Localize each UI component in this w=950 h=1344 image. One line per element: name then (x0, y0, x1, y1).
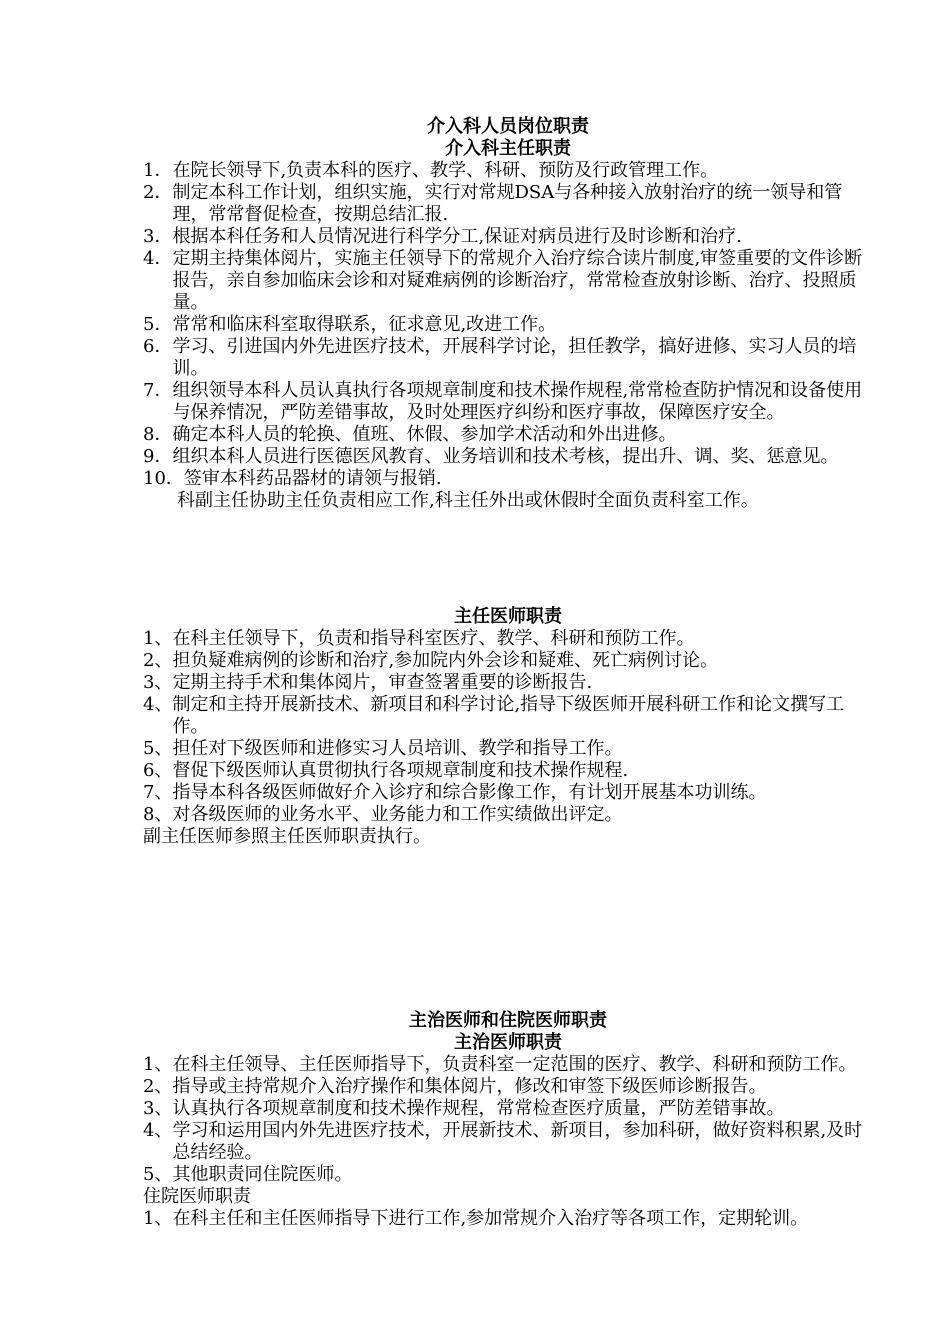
item-number: 4、 (143, 694, 173, 715)
item-number: 8． (143, 424, 173, 445)
item-number: 6． (143, 336, 173, 357)
list-item (143, 336, 873, 380)
list-item (143, 1054, 873, 1076)
list-item (143, 650, 873, 672)
list-item (143, 672, 873, 694)
item-text: 其他职责同住院医师。 (172, 1164, 353, 1185)
item-number: 1． (143, 160, 173, 181)
duty-list (143, 1054, 873, 1186)
list-item (143, 248, 873, 314)
item-number: 7、 (143, 782, 173, 803)
item-number: 10． (143, 468, 184, 489)
item-number: 3． (143, 226, 173, 247)
subsection-heading: 住院医师职责 (143, 1186, 251, 1207)
item-text: 担负疑难病例的诊断和治疗,参加院内外会诊和疑难、死亡病例讨论。 (172, 650, 719, 671)
list-item (143, 182, 873, 226)
list-item (143, 1164, 873, 1186)
list-item (143, 314, 873, 336)
section-heading: 主治医师职责 (454, 1032, 562, 1053)
item-text: 组织领导本科人员认真执行各项规章制度和技术操作规程,常常检查防护情况和设备使用与保养情况，严防差错事故，及时处理医疗纠纷和医疗事故，保障医疗安全。 (172, 380, 863, 423)
item-number: 5、 (143, 738, 173, 759)
item-number: 2． (143, 182, 173, 203)
list-item (143, 446, 873, 468)
item-number: 1、 (143, 628, 173, 649)
duty-list (143, 1208, 873, 1230)
list-item (143, 782, 873, 804)
item-number: 2、 (143, 650, 173, 671)
item-text: 在科主任领导下，负责和指导科室医疗、教学、科研和预防工作。 (172, 628, 695, 649)
item-number: 6、 (143, 760, 173, 781)
list-item (143, 1208, 873, 1230)
item-text: 定期主持集体阅片，实施主任领导下的常规介入治疗综合读片制度,审签重要的文件诊断报告，亲自参加临床会诊和对疑难病例的诊断治疗，常常检查放射诊断、治疗、投照质量。 (172, 248, 863, 313)
list-item (143, 160, 873, 182)
list-item (143, 628, 873, 650)
list-item (143, 804, 873, 826)
list-item (143, 1120, 873, 1164)
item-number: 7． (143, 380, 173, 401)
item-text: 在院长领导下,负责本科的医疗、教学、科研、预防及行政管理工作。 (172, 160, 719, 181)
item-number: 5、 (143, 1164, 173, 1185)
list-item (143, 468, 873, 490)
item-number: 4、 (143, 1120, 173, 1141)
list-item (143, 424, 873, 446)
section-heading: 介入科主任职责 (445, 138, 571, 159)
item-number: 4． (143, 248, 173, 269)
item-text: 指导或主持常规介入治疗操作和集体阅片，修改和审签下级医师诊断报告。 (172, 1076, 767, 1097)
deputy-note: 科副主任协助主任负责相应工作,科主任外出或休假时全面负责科室工作。 (177, 490, 759, 511)
document-title: 介入科人员岗位职责 (427, 116, 589, 137)
item-text: 认真执行各项规章制度和技术操作规程，常常检查医疗质量，严防差错事故。 (172, 1098, 785, 1119)
list-item (143, 226, 873, 248)
item-number: 8、 (143, 804, 173, 825)
item-number: 5． (143, 314, 173, 335)
list-item (143, 1076, 873, 1098)
item-text: 学习和运用国内外先进医疗技术，开展新技术、新项目，参加科研，做好资料积累,及时总结经验。 (172, 1120, 863, 1163)
item-text: 制定本科工作计划，组织实施，实行对常规DSA与各种接入放射治疗的统一领导和管理，常常督促检查，按期总结汇报. (172, 182, 843, 225)
item-number: 2、 (143, 1076, 173, 1097)
section-chief-physician (143, 606, 873, 848)
item-number: 1、 (143, 1054, 173, 1075)
section-title: 主治医师和住院医师职责 (409, 1010, 607, 1031)
item-number: 9． (143, 446, 173, 467)
item-text: 担任对下级医师和进修实习人员培训、教学和指导工作。 (172, 738, 623, 759)
deputy-note: 副主任医师参照主任医师职责执行。 (143, 826, 431, 847)
list-item (143, 694, 873, 738)
item-text: 根据本科任务和人员情况进行科学分工,保证对病员进行及时诊断和治疗. (172, 226, 742, 247)
item-text: 组织本科人员进行医德医风教育、业务培训和技术考核，提出升、调、奖、惩意见。 (172, 446, 839, 467)
item-number: 3、 (143, 672, 173, 693)
item-text: 签审本科药品器材的请领与报销. (183, 468, 442, 489)
duty-list (143, 628, 873, 826)
section-department-head (143, 116, 873, 512)
item-text: 指导本科各级医师做好介入诊疗和综合影像工作，有计划开展基本功训练。 (172, 782, 767, 803)
item-text: 制定和主持开展新技术、新项目和科学讨论,指导下级医师开展科研工作和论文撰写工作。 (172, 694, 845, 737)
section-heading: 主任医师职责 (454, 606, 562, 627)
item-text: 学习、引进国内外先进医疗技术，开展科学讨论，担任教学，搞好进修、实习人员的培训。 (172, 336, 857, 379)
item-text: 定期主持手术和集体阅片，审查签署重要的诊断报告. (172, 672, 593, 693)
list-item (143, 380, 873, 424)
duty-list (143, 160, 873, 490)
item-text: 确定本科人员的轮换、值班、休假、参加学术活动和外出进修。 (172, 424, 677, 445)
list-item (143, 738, 873, 760)
item-text: 督促下级医师认真贯彻执行各项规章制度和技术操作规程. (172, 760, 629, 781)
item-text: 在科主任和主任医师指导下进行工作,参加常规介入治疗等各项工作，定期轮训。 (172, 1208, 809, 1229)
item-number: 1、 (143, 1208, 173, 1229)
item-text: 对各级医师的业务水平、业务能力和工作实绩做出评定。 (172, 804, 623, 825)
item-text: 常常和临床科室取得联系，征求意见,改进工作。 (172, 314, 557, 335)
item-text: 在科主任领导、主任医师指导下，负责科室一定范围的医疗、教学、科研和预防工作。 (172, 1054, 857, 1075)
item-number: 3、 (143, 1098, 173, 1119)
section-attending-physician (143, 1010, 873, 1230)
list-item (143, 760, 873, 782)
list-item (143, 1098, 873, 1120)
